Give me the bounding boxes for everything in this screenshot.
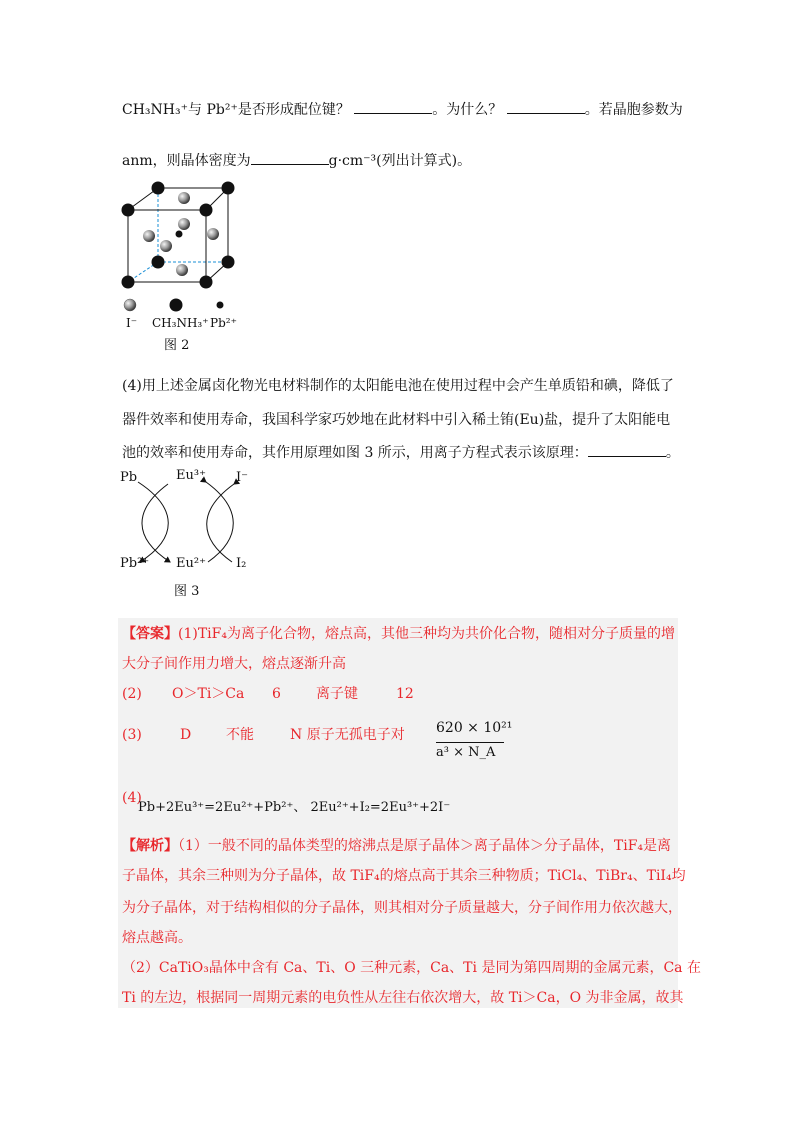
- unit-cell-figure: [112, 174, 252, 296]
- answer-4-num: (4): [122, 790, 142, 806]
- answer-3-cannot: 不能: [226, 727, 254, 743]
- answer-blank-2[interactable]: [507, 113, 585, 114]
- answer-blank-4[interactable]: [588, 456, 666, 457]
- answer-2-coord: 6: [272, 686, 281, 702]
- question-line-1: [122, 100, 683, 120]
- analysis-line-2: 子晶体，其余三种则为分子晶体，故 TiF₄的熔点高于其余三种物质；TiCl₄、TiBr₄、TiI₄均: [122, 868, 686, 884]
- answer-2-bond: 离子键: [316, 686, 358, 702]
- answer-3-num: (3): [122, 727, 142, 743]
- equation-1: Pb+2Eu³⁺=2Eu²⁺+Pb²⁺: [138, 800, 294, 815]
- text-density-unit: g·cm⁻³: [328, 153, 377, 169]
- answer-line-1: 【答案】(1)TiF₄为离子化合物，熔点高，其他三种均为共价化合物，随相对分子质量的增: [122, 626, 675, 642]
- text-q2: 。为什么？: [432, 102, 503, 118]
- answer-3-reason: N 原子无孤电子对: [290, 727, 405, 743]
- lead-atom: [176, 231, 183, 238]
- text-with: 与: [188, 102, 202, 118]
- density-fraction-denominator: a³ × N_A: [436, 745, 496, 760]
- fig3-eu2: Eu²⁺: [176, 556, 206, 571]
- answer-3-choice: D: [180, 727, 192, 743]
- analysis-label: 【解析】: [122, 838, 178, 854]
- answer-2-order: O＞Ti＞Ca: [172, 686, 245, 702]
- answer-blank-3[interactable]: [251, 164, 329, 165]
- part4-line-2: 器件效率和使用寿命，我国科学家巧妙地在此材料中引入稀土铕(Eu)盐，提升了太阳能电: [122, 412, 671, 428]
- formula-ch3nh3: CH₃NH₃⁺: [122, 102, 188, 118]
- legend-iodide: I⁻: [126, 316, 138, 330]
- answer-2-count: 12: [396, 686, 414, 702]
- fig3-i2: I₂: [236, 556, 247, 571]
- text-q3: 。若晶胞参数为: [584, 102, 683, 118]
- formula-pb2: Pb²⁺: [206, 102, 238, 118]
- fig3-pb2: Pb²⁺: [120, 556, 150, 571]
- fig3-pb: Pb: [120, 470, 138, 485]
- legend-methylammonium: CH₃NH₃⁺: [152, 316, 209, 330]
- text-density-lead: anm，则晶体密度为: [122, 153, 251, 169]
- unit-cell-legend-symbols: [120, 296, 240, 314]
- answer-label: 【答案】: [122, 626, 178, 642]
- analysis-line-4: 熔点越高。: [122, 930, 192, 946]
- text-density-tail: (列出计算式)。: [376, 153, 472, 169]
- analysis-line-3: 为分子晶体，对于结构相似的分子晶体，则其相对分子质量越大，分子间作用力依次越大，: [122, 900, 682, 916]
- part4-line-3: 池的效率和使用寿命，其作用原理如图 3 所示，用离子方程式表示该原理： 。: [122, 445, 680, 461]
- density-fraction-numerator: 620 × 10²¹: [436, 720, 513, 736]
- analysis-line-6: Ti 的左边，根据同一周期元素的电负性从左往右依次增大，故 Ti＞Ca，O 为非金属，故其: [122, 990, 684, 1006]
- answer-line-2: 大分子间作用力增大，熔点逐渐升高: [122, 656, 346, 672]
- text-q1: 是否形成配位键？: [237, 102, 350, 118]
- answer-blank-1[interactable]: [354, 113, 432, 114]
- fig3-i-minus: I⁻: [236, 470, 248, 485]
- figure-3-caption: 图 3: [174, 584, 200, 599]
- legend-lead: Pb²⁺: [210, 316, 237, 330]
- analysis-line-5: （2）CaTiO₃晶体中含有 Ca、Ti、O 三种元素，Ca、Ti 是同为第四周期的金属元素，Ca 在: [122, 960, 701, 976]
- analysis-line-1: 【解析】（1）一般不同的晶体类型的熔沸点是原子晶体＞离子晶体＞分子晶体，TiF₄是离: [122, 838, 672, 854]
- answer-4-equations: Pb+2Eu³⁺=2Eu²⁺+Pb²⁺、 2Eu²⁺+I₂=2Eu³⁺+2I⁻: [138, 800, 451, 815]
- part4-line-1: (4)用上述金属卤化物光电材料制作的太阳能电池在使用过程中会产生单质铅和碘，降低了: [122, 378, 674, 394]
- density-fraction-bar: [436, 742, 504, 743]
- figure-2-caption: 图 2: [164, 338, 190, 353]
- equation-2: 2Eu²⁺+I₂=2Eu³⁺+2I⁻: [310, 800, 451, 815]
- question-line-2: [122, 151, 471, 171]
- fig3-eu3: Eu³⁺: [176, 468, 206, 483]
- answer-2-num: (2): [122, 686, 142, 702]
